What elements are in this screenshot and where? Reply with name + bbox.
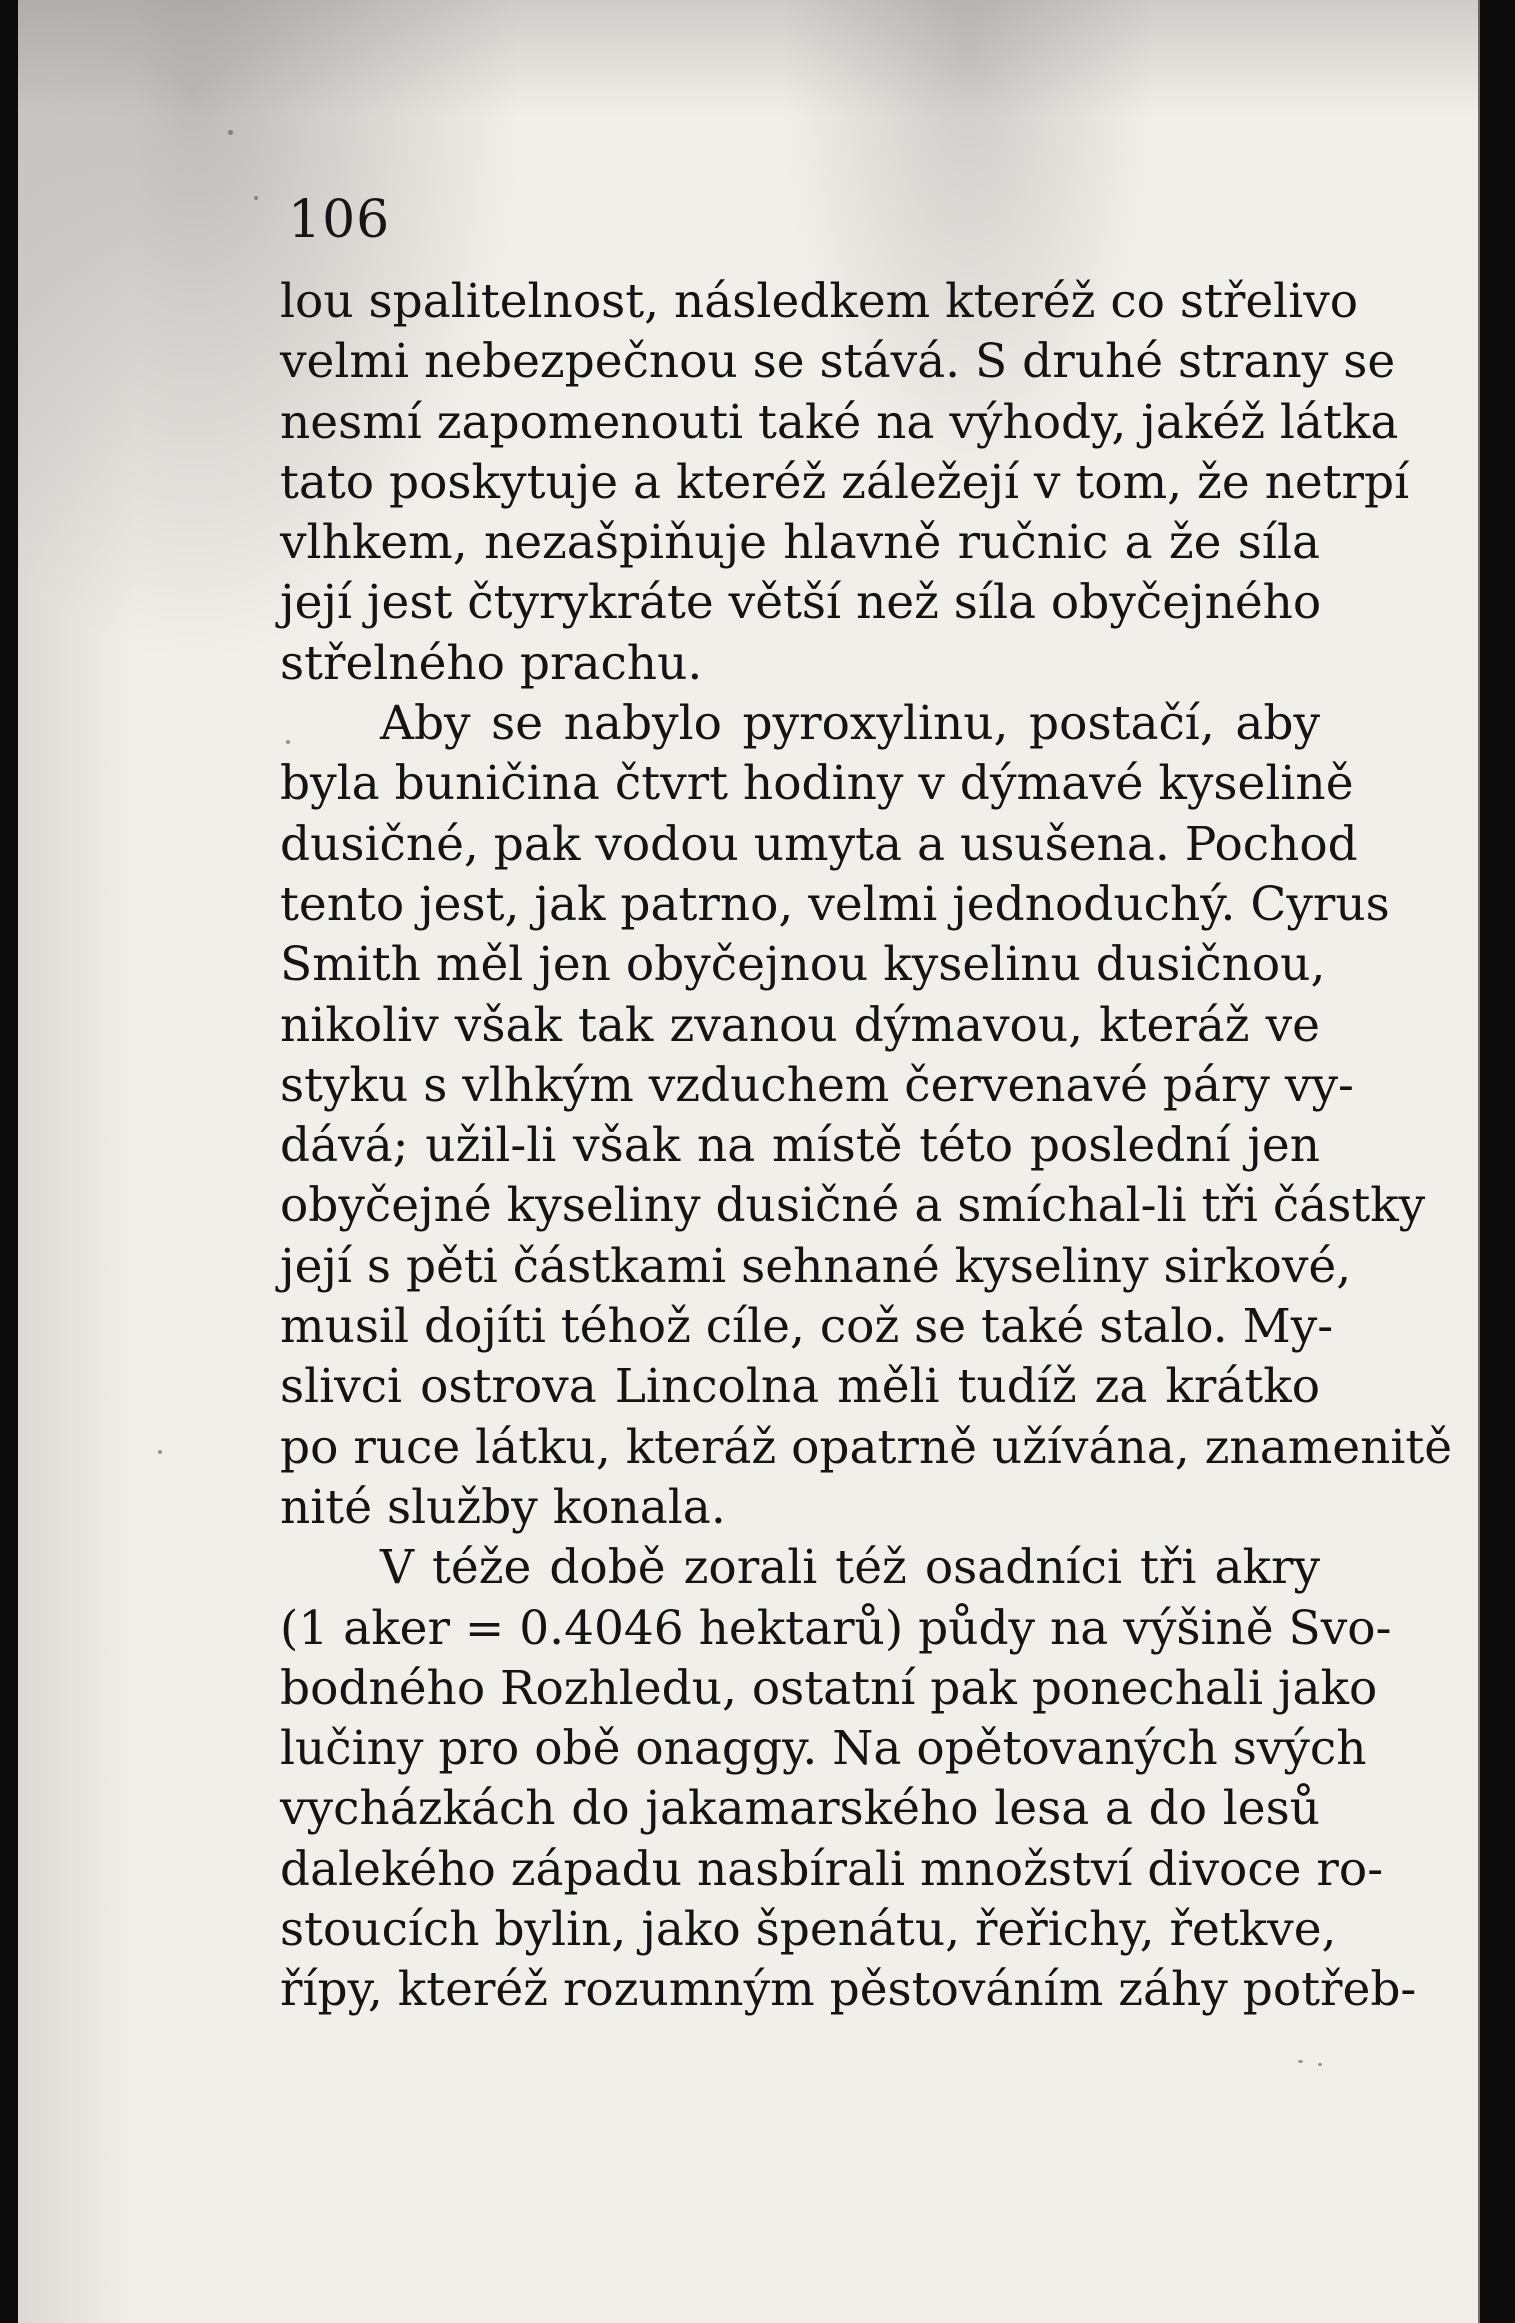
- ink-speck: [228, 130, 233, 135]
- text-line: byla buničina čtvrt hodiny v dýmavé kyselině: [280, 756, 1354, 812]
- text-line: tato poskytuje a kteréž záležejí v tom, že netrpí: [280, 454, 1410, 510]
- page-edge-shadow: [1478, 0, 1480, 2323]
- text-line: obyčejné kyseliny dusičné a smíchal-li tři částky: [280, 1178, 1426, 1234]
- text-line: vycházkách do jakamarského lesa a do lesů: [280, 1781, 1320, 1837]
- page-number: 106: [288, 190, 391, 250]
- text-line: řípy, kteréž rozumným pěstováním záhy potřeb-: [280, 1962, 1417, 2018]
- text-line: nesmí zapomenouti také na výhody, jakéž látka: [280, 394, 1399, 450]
- text-line: slivci ostrova Lincolna měli tudíž za krátko: [280, 1359, 1320, 1415]
- text-line: vlhkem, nezašpiňuje hlavně ručnic a že síla: [280, 515, 1320, 571]
- text-line: bodného Rozhledu, ostatní pak ponechali jako: [280, 1660, 1378, 1716]
- text-line: tento jest, jak patrno, velmi jednoduchý. Cyrus: [280, 876, 1390, 932]
- ink-speck: [1318, 2063, 1322, 2066]
- text-line: Smith měl jen obyčejnou kyselinu dusičnou,: [280, 937, 1326, 993]
- text-line: Aby se nabylo pyroxylinu, postačí, aby: [380, 696, 1320, 752]
- text-line: nité služby konala.: [280, 1479, 726, 1535]
- text-line: stoucích bylin, jako špenátu, řeřichy, řetkve,: [280, 1902, 1337, 1958]
- text-line: lučiny pro obě onaggy. Na opětovaných svých: [280, 1721, 1367, 1777]
- text-line: (1 aker = 0.4046 hektarů) půdy na výšině Svo-: [280, 1600, 1392, 1656]
- text-line: dusičné, pak vodou umyta a usušena. Pochod: [280, 816, 1358, 872]
- body-text: [280, 272, 1453, 2021]
- text-line: střelného prachu.: [280, 635, 703, 691]
- text-line: dalekého západu nasbírali množství divoce ro-: [280, 1841, 1384, 1897]
- ink-speck: [1298, 2060, 1303, 2063]
- text-line: její jest čtyrykráte větší než síla obyčejného: [280, 575, 1322, 631]
- ink-speck: [158, 1450, 162, 1454]
- text-line: její s pěti částkami sehnané kyseliny sirkové,: [280, 1238, 1352, 1294]
- text-line: styku s vlhkým vzduchem červenavé páry vy-: [280, 1057, 1354, 1113]
- text-line: musil dojíti téhož cíle, což se také stalo. My-: [280, 1299, 1334, 1355]
- text-line: velmi nebezpečnou se stává. S druhé strany se: [280, 334, 1396, 390]
- text-line: lou spalitelnost, následkem kteréž co střelivo: [280, 274, 1359, 329]
- text-line: dává; užil-li však na místě této poslední jen: [280, 1118, 1320, 1174]
- text-line: nikoliv však tak zvanou dýmavou, kteráž ve: [280, 997, 1320, 1053]
- text-line: po ruce látku, kteráž opatrně užívána, znamenitě: [280, 1419, 1453, 1475]
- ink-speck: [254, 196, 258, 200]
- text-line: V téže době zorali též osadníci tři akry: [380, 1540, 1320, 1596]
